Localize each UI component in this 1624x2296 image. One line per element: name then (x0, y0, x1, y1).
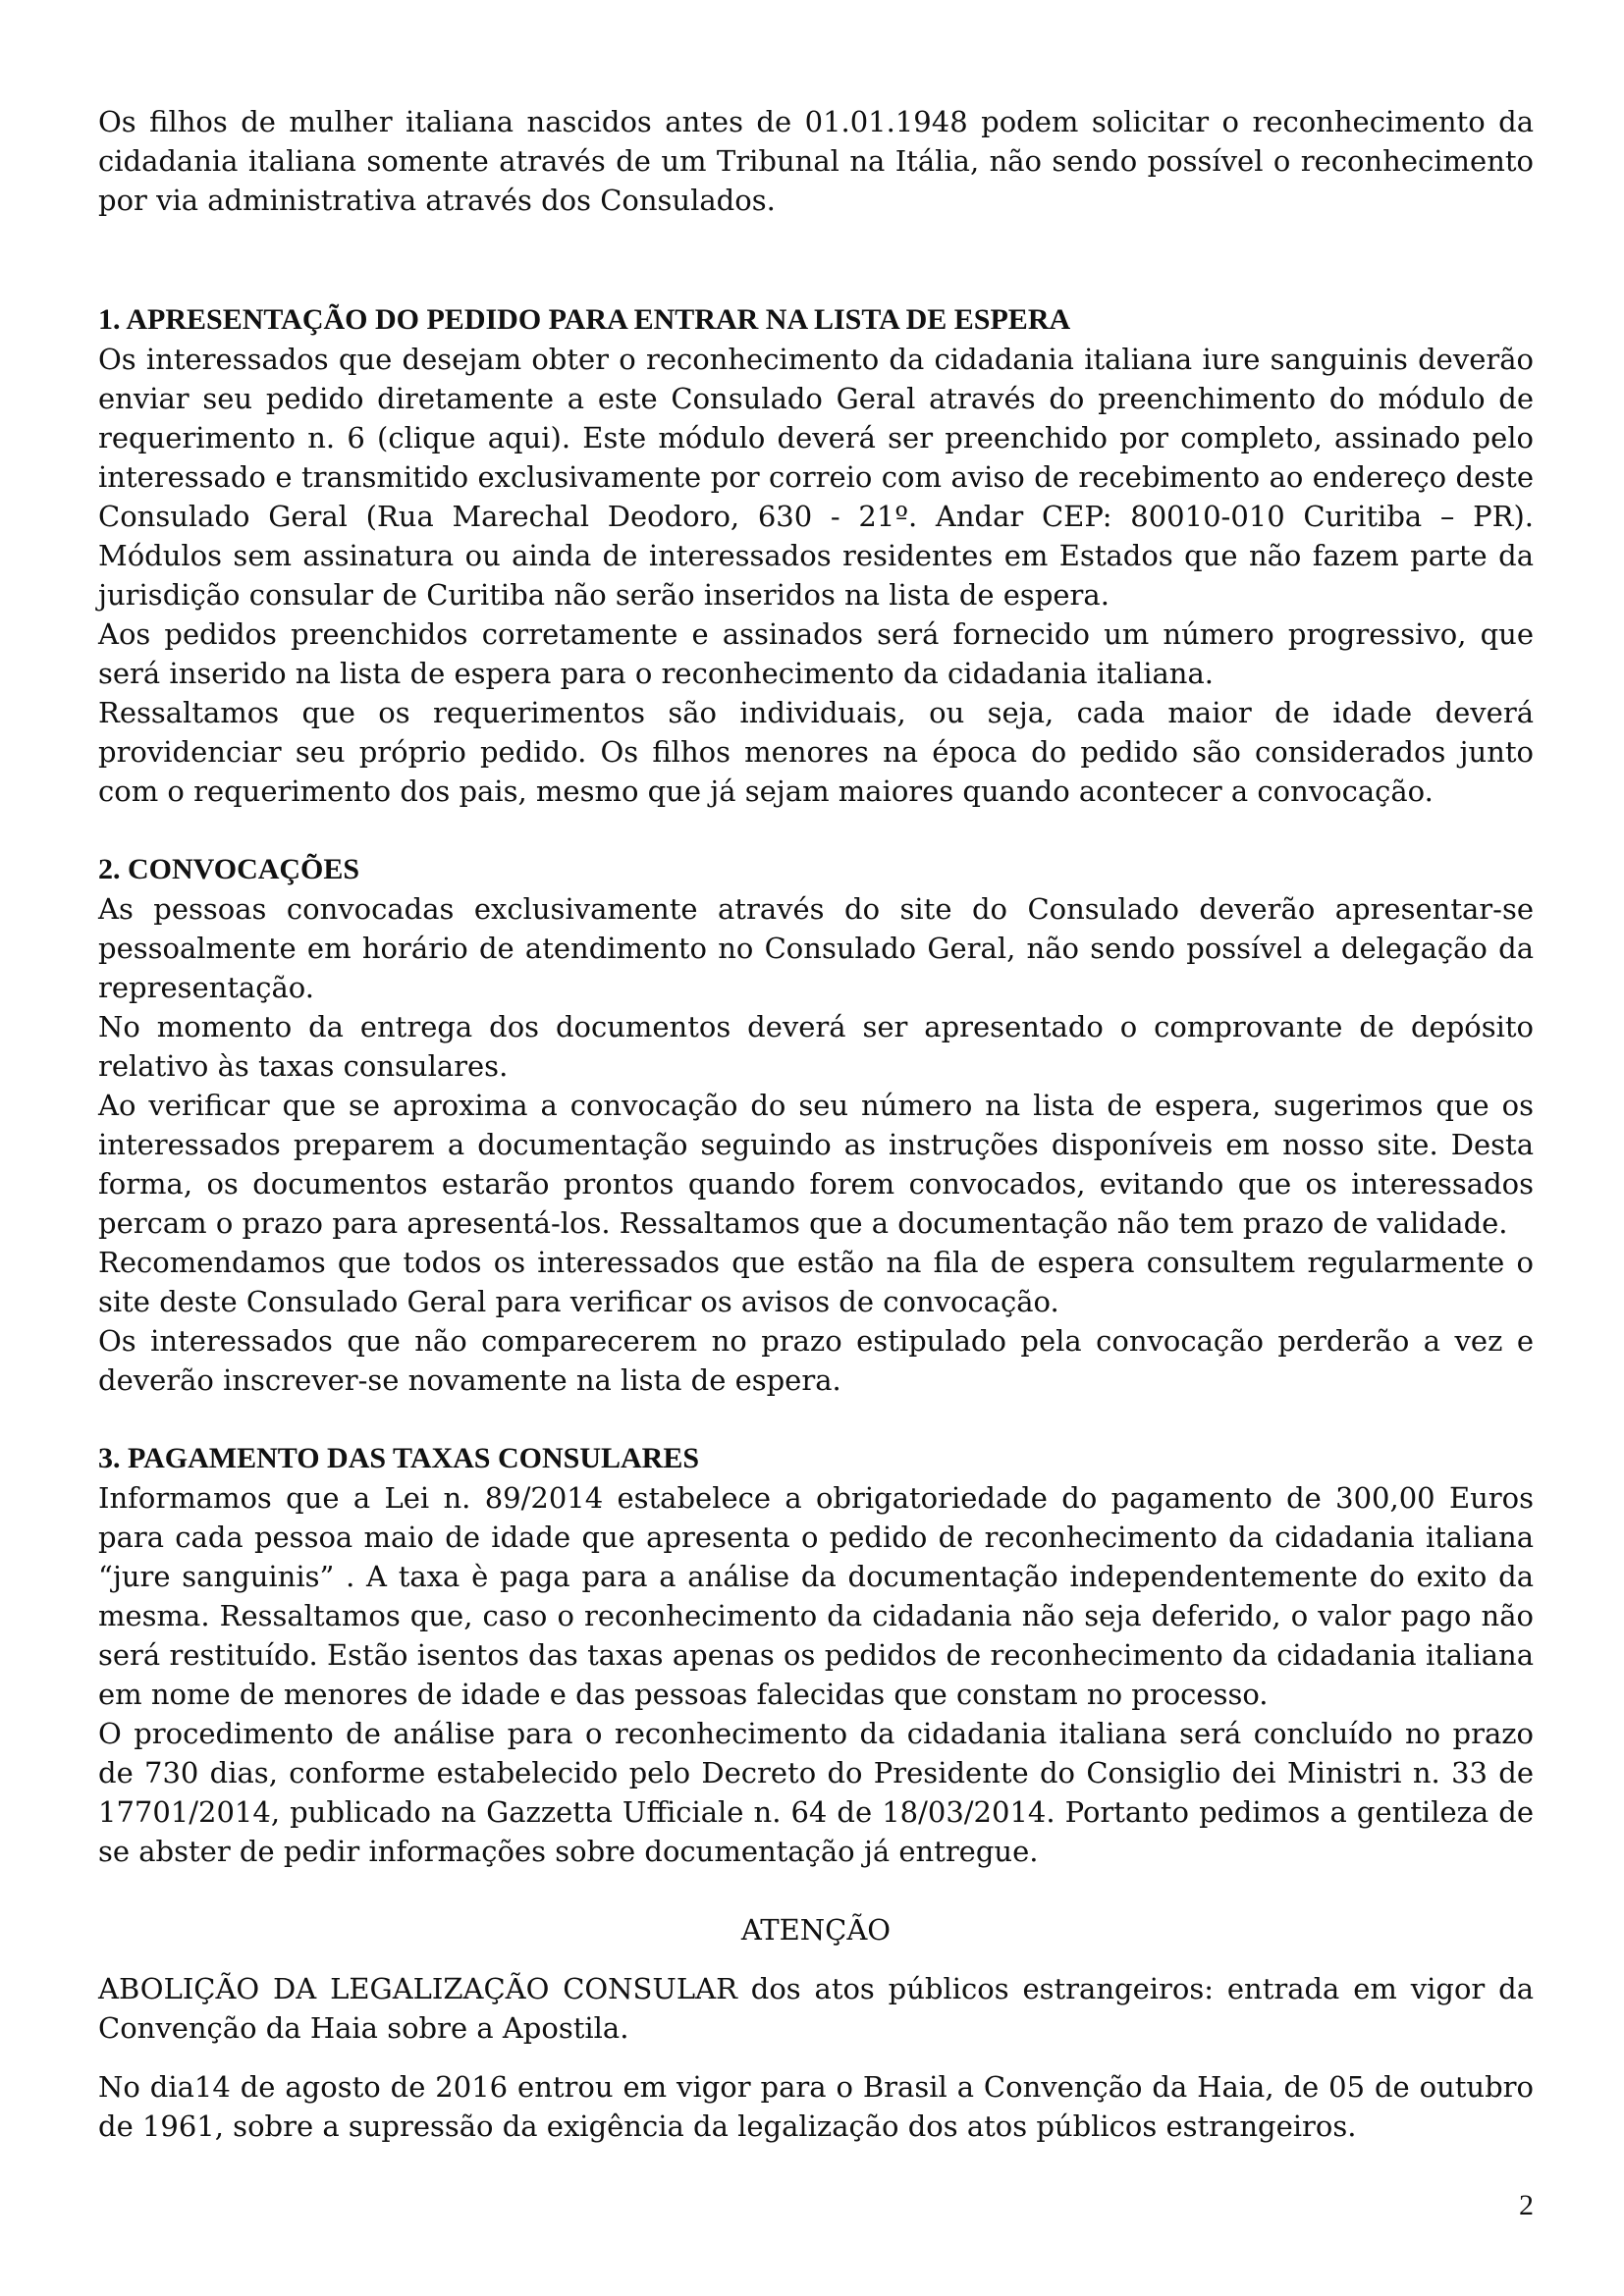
spacer (98, 1949, 1534, 1969)
spacer (98, 811, 1534, 850)
section3-paragraph-1: Informamos que a Lei n. 89/2014 estabelece a obrigatoriedade do pagamento de 300,00 Euros para cada pessoa maio de idade que apresenta o pedido de reconhecimento da cidadania italiana “jure sanguinis” . A taxa è paga para a análise da documentação independentemente do exito da mesma. Ressaltamos que, caso o reconhecimento da cidadania não seja deferido, o valor pago não será restituído. Estão isentos das taxas apenas os pedidos de reconhecimento da cidadania italiana em nome de menores de idade e das pessoas falecidas que constam no processo. (98, 1481, 1534, 1711)
section1-paragraph-1: Os interessados que desejam obter o reconhecimento da cidadania italiana iure sanguinis deverão enviar seu pedido diretamente a este Consulado Geral através do preenchimento do módulo de requerimento n. 6 (clique aqui). Este módulo deverá ser preenchido por completo, assinado pelo interessado e transmitido exclusivamente por correio com aviso de recebimento ao endereço deste Consulado Geral (Rua Marechal Deodoro, 630 - 21º. Andar CEP: 80010-010 Curitiba – PR). Módulos sem assinatura ou ainda de interessados residentes em Estados que não fazem parte da jurisdição consular de Curitiba não serão inseridos na lista de espera. (98, 343, 1534, 612)
attention-paragraph-1: ABOLIÇÃO DA LEGALIZAÇÃO CONSULAR dos atos públicos estrangeiros: entrada em vigor da Convenção da Haia sobre a Apostila. (98, 1972, 1534, 2045)
section2-paragraph-3: Ao verificar que se aproxima a convocação do seu número na lista de espera, sugerimos que os interessados preparem a documentação seguindo as instruções disponíveis em nosso site. Desta forma, os documentos estarão prontos quando forem convocados, evitando que os interessados percam o prazo para apresentá-los. Ressaltamos que a documentação não tem prazo de validade. (98, 1089, 1534, 1240)
spacer (98, 220, 1534, 300)
spacer (98, 1871, 1534, 1910)
section1-paragraph-3: Ressaltamos que os requerimentos são individuais, ou seja, cada maior de idade deverá providenciar seu próprio pedido. Os filhos menores na época do pedido são considerados junto com o requerimento dos pais, mesmo que já sejam maiores quando acontecer a convocação. (98, 696, 1534, 808)
intro-paragraph: Os filhos de mulher italiana nascidos antes de 01.01.1948 podem solicitar o reconhecimento da cidadania italiana somente através de um Tribunal na Itália, não sendo possível o reconhecimento por via administrativa através dos Consulados. (98, 105, 1534, 217)
section2-heading: 2. CONVOCAÇÕES (98, 853, 360, 885)
section2-paragraph-2: No momento da entrega dos documentos deverá ser apresentado o comprovante de depósito relativo às taxas consulares. (98, 1010, 1534, 1083)
section2-paragraph-5: Os interessados que não comparecerem no prazo estipulado pela convocação perderão a vez e deverão inscrever-se novamente na lista de espera. (98, 1324, 1534, 1397)
section2-paragraph-1: As pessoas convocadas exclusivamente através do site do Consulado deverão apresentar-se pessoalmente em horário de atendimento no Consulado Geral, não sendo possível a delegação da representação. (98, 892, 1534, 1004)
section3-heading: 3. PAGAMENTO DAS TAXAS CONSULARES (98, 1442, 700, 1474)
document-page (98, 102, 1534, 2146)
section2-paragraph-4: Recomendamos que todos os interessados que estão na fila de espera consultem regularmente o site deste Consulado Geral para verificar os avisos de convocação. (98, 1246, 1534, 1318)
page-number: 2 (1519, 2189, 1534, 2221)
spacer (98, 2048, 1534, 2067)
attention-paragraph-2: No dia14 de agosto de 2016 entrou em vigor para o Brasil a Convenção da Haia, de 05 de outubro de 1961, sobre a supressão da exigência da legalização dos atos públicos estrangeiros. (98, 2070, 1534, 2143)
section3-paragraph-2: O procedimento de análise para o reconhecimento da cidadania italiana será concluído no prazo de 730 dias, conforme estabelecido pelo Decreto do Presidente do Consiglio dei Ministri n. 33 de 17701/2014, publicado na Gazzetta Ufficiale n. 64 de 18/03/2014. Portanto pedimos a gentileza de se abster de pedir informações sobre documentação já entregue. (98, 1717, 1534, 1868)
section1-heading: 1. APRESENTAÇÃO DO PEDIDO PARA ENTRAR NA LISTA DE ESPERA (98, 303, 1071, 336)
section1-paragraph-2: Aos pedidos preenchidos corretamente e assinados será fornecido um número progressivo, que será inserido na lista de espera para o reconhecimento da cidadania italiana. (98, 617, 1534, 690)
attention-title: ATENÇÃO (740, 1913, 892, 1947)
spacer (98, 1400, 1534, 1439)
